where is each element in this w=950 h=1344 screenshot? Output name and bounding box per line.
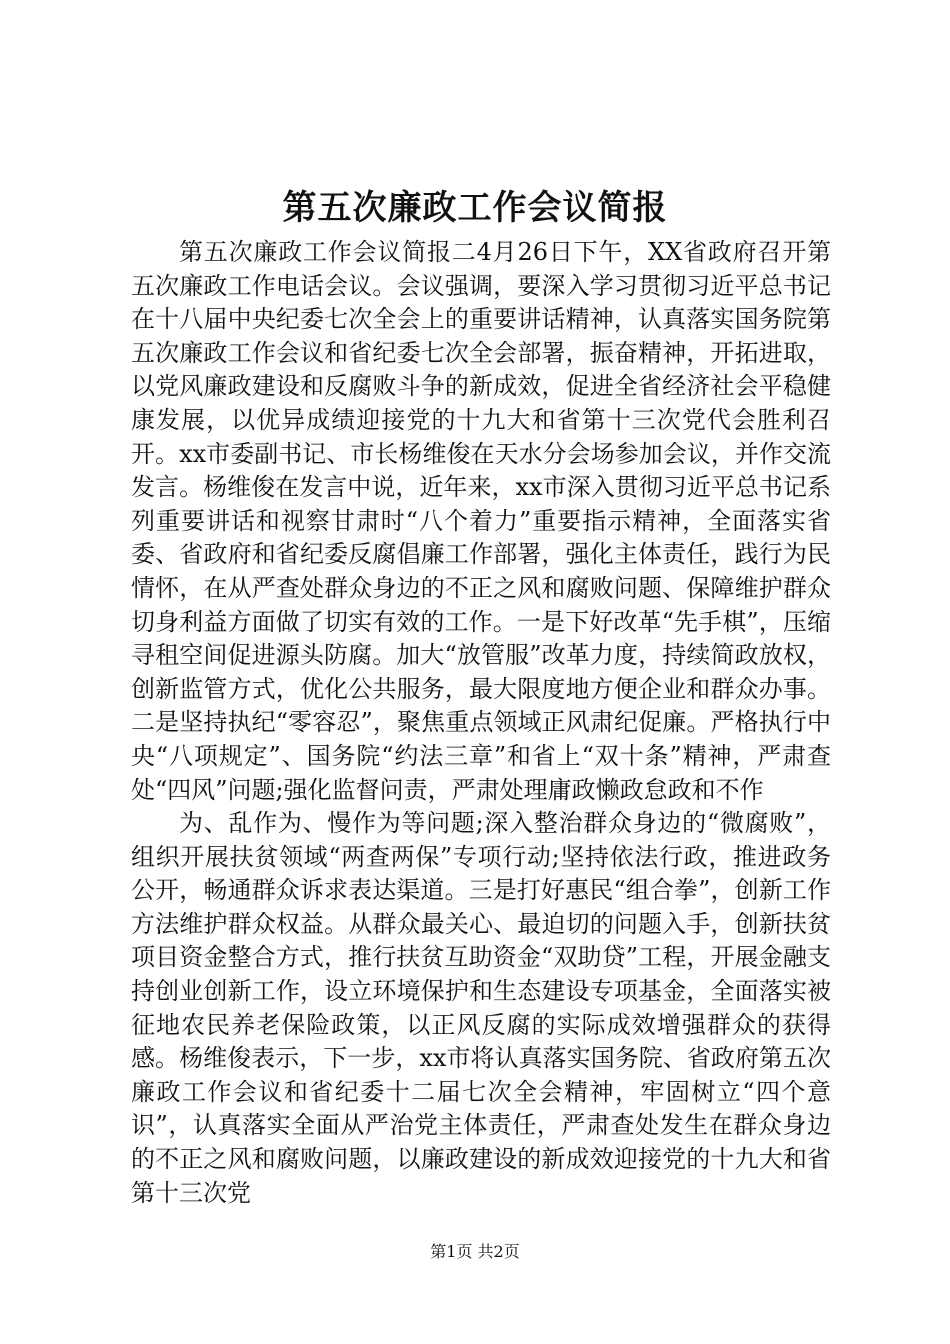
body-paragraph-2: 为、乱作为、慢作为等问题;深入整治群众身边的“微腐败”，组织开展扶贫领域“两查两保”专项行动;坚持依法行政，推进政务公开，畅通群众诉求表达渠道。三是打好惠民“组合拳”，创新工作方法维护群众权益。从群众最关心、最迫切的问题入手，创新扶贫项目资金整合方式，推行扶贫互助资金“双助贷”工程，开展金融支持创业创新工作，设立环境保护和生态建设专项基金，全面落实被征地农民养老保险政策，以正风反腐的实际成效增强群众的获得感。杨维俊表示，下一步，xx市将认真落实国务院、省政府第五次廉政工作会议和省纪委十二届七次全会精神，牢固树立“四个意识”，认真落实全面从严治党主体责任，严肃查处发生在群众身边的不正之风和腐败问题，以廉政建设的新成效迎接党的十九大和省第十三次党 xyxy=(131,809,831,1207)
document-body xyxy=(131,236,831,1210)
page-footer: 第1页 共2页 xyxy=(430,1242,520,1261)
document-title: 第五次廉政工作会议简报 xyxy=(282,188,668,228)
body-paragraph-1: 第五次廉政工作会议简报二4月26日下午，XX省政府召开第五次廉政工作电话会议。会议强调，要深入学习贯彻习近平总书记在十八届中央纪委七次全会上的重要讲话精神，认真落实国务院第五次廉政工作会议和省纪委七次全会部署，振奋精神，开拓进取，以党风廉政建设和反腐败斗争的新成效，促进全省经济社会平稳健康发展，以优异成绩迎接党的十九大和省第十三次党代会胜利召开。xx市委副书记、市长杨维俊在天水分会场参加会议，并作交流发言。杨维俊在发言中说，近年来，xx市深入贯彻习近平总书记系列重要讲话和视察甘肃时“八个着力”重要指示精神，全面落实省委、省政府和省纪委反腐倡廉工作部署，强化主体责任，践行为民情怀，在从严查处群众身边的不正之风和腐败问题、保障维护群众切身利益方面做了切实有效的工作。一是下好改革“先手棋”，压缩寻租空间促进源头防腐。加大“放管服”改革力度，持续简政放权，创新监管方式，优化公共服务，最大限度地方便企业和群众办事。二是坚持执纪“零容忍”，聚焦重点领域正风肃纪促廉。严格执行中央“八项规定”、国务院“约法三章”和省上“双十条”精神，严肃查处“四风”问题;强化监督问责，严肃处理庸政懒政怠政和不作 xyxy=(131,238,831,804)
